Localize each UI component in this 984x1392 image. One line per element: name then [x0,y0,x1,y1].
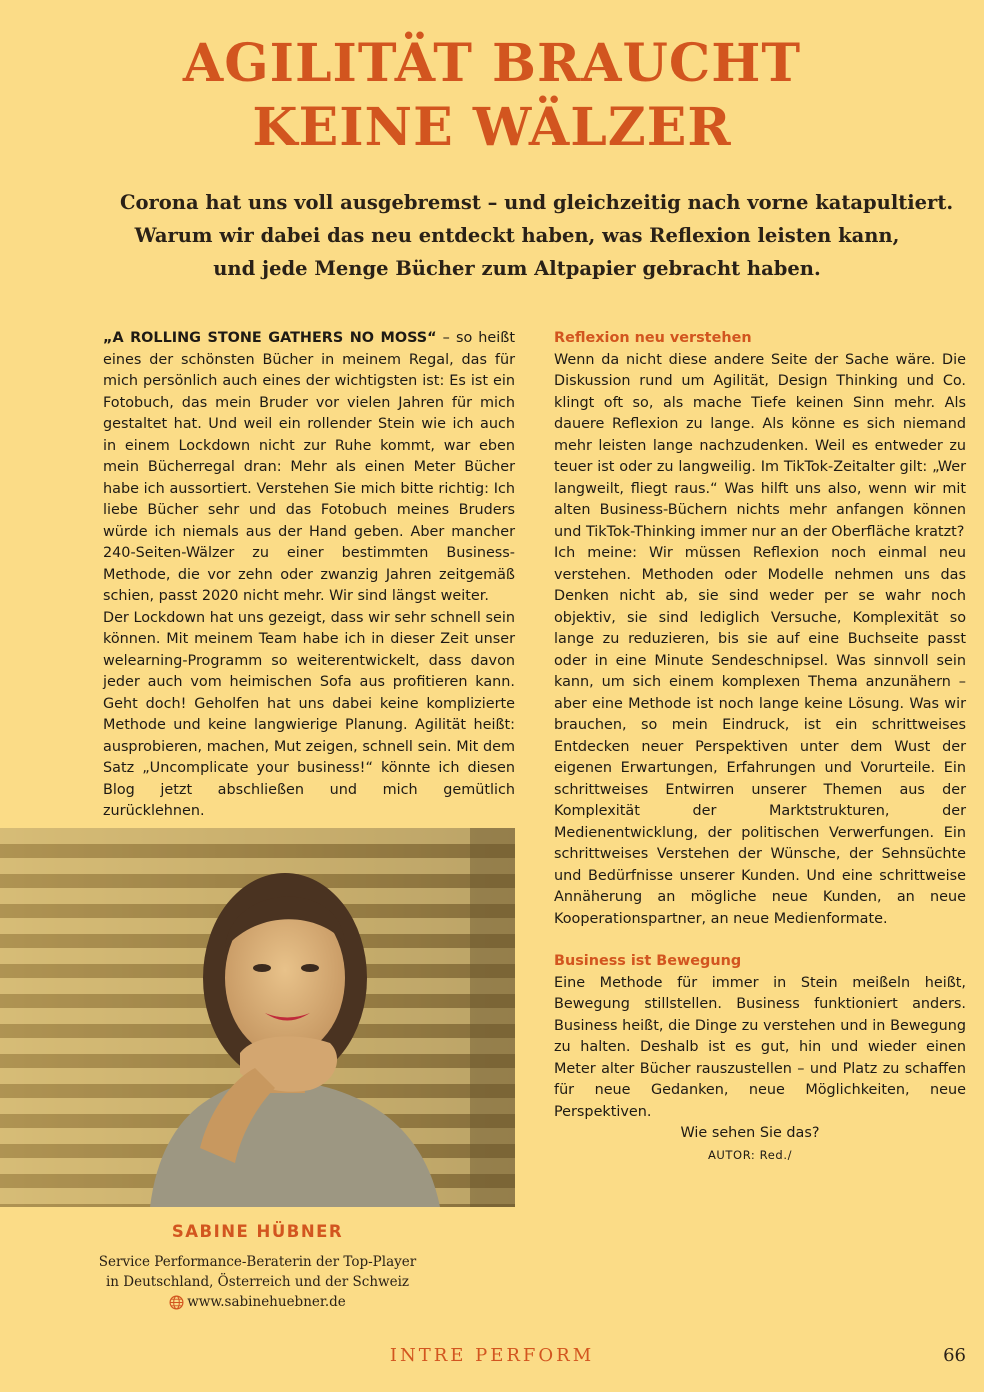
caption-line-2: in Deutschland, Österreich und der Schweiz [105,1274,410,1290]
left-paragraph-1 [103,328,515,608]
caption-text [0,1252,515,1316]
caption-line-1: Service Performance-Beraterin der Top-Player [98,1254,417,1270]
intro-line-1: Corona hat uns voll ausgebremst – und gleichzeitig nach vorne katapultiert. [120,191,954,214]
title-line-2: KEINE WÄLZER [252,97,732,158]
author-portrait-photo [0,828,515,1207]
section-heading-business: Business ist Bewegung [554,953,742,969]
page-number: 66 [943,1345,966,1366]
right-paragraph-3: Eine Methode für immer in Stein meißeln heißt, Bewegung stillstellen. Business funktioniert anders. Business heißt, die Dinge zu verstehen und in Bewegung zu halten. Deshalb ist es gut, hin und wieder einen Meter alter Bücher rauszustellen – und Platz zu schaffen für neue Gedanken, neue Möglichkeiten, neue Perspektiven. [554,974,966,1120]
website-link[interactable] [169,1292,346,1312]
lead-caps: „A ROLLING STONE GATHERS NO MOSS“ [103,330,437,346]
globe-icon [169,1295,184,1310]
intro-teaser [120,186,954,285]
article-title [0,32,984,160]
right-paragraph-1: Wenn da nicht diese andere Seite der Sache wäre. Die Diskussion rund um Agilität, Design Thinking und Co. klingt oft so, als mache Tiefe keinen Sinn mehr. Als dauere Reflexion zu lange. Als könne es sich niemand mehr leisten lange nachzudenken. Weil es entweder zu teuer ist oder zu langweilig. Im TikTok-Zeitalter gilt: „Wer langweilt, fliegt raus.“ Was hilft uns also, wenn wir mit alten Business-Büchern nichts mehr anfangen können und TikTok-Thinking immer nur an der Oberfläche kratzt? [554,351,966,540]
magazine-brand: INTRE PERFORM [389,1345,595,1366]
title-line-1: AGILITÄT BRAUCHT [182,33,802,94]
intro-line-2: Warum wir dabei das neu entdeckt haben, was Reflexion leisten kann, [134,224,900,247]
section-heading-reflexion: Reflexion neu verstehen [554,330,752,346]
left-column [103,328,515,823]
website-url: www.sabinehuebner.de [187,1294,346,1310]
right-column [554,328,966,1166]
right-paragraph-2: Ich meine: Wir müssen Reflexion noch einmal neu verstehen. Methoden oder Modelle nehmen uns das Denken nicht ab, sie sind weder per se wahr noch objektiv, sie sind lediglich Versuche, Komplexität so lange zu reduzieren, bis sie auf eine Buchseite passt oder in eine Minute Sendeschnipsel. Was sinnvoll sein kann, um sich einem komplexen Thema anzunähern – aber eine Methode ist noch lange keine Lösung. Was wir brauchen, so mein Eindruck, ist ein schrittweises Entdecken neuer Perspektiven unter dem Wust der eigenen Erwartungen, Erfahrungen und Vorurteile. Ein schrittweises Entwirren unserer Themen aus der Komplexität der Marktstrukturen, der Medienentwicklung, der politischen Verwerfungen. Ein schrittweises Verstehen der Wünsche, der Sehnsüchte und Bedürfnisse unserer Kunden. Und eine schrittweise Annäherung an mögliche neue Kunden, an neue Kooperationspartner, an neue Medienformate. [554,545,966,927]
intro-line-3: und jede Menge Bücher zum Altpapier gebracht haben. [213,257,821,280]
left-paragraph-2: Der Lockdown hat uns gezeigt, dass wir sehr schnell sein können. Mit meinem Team habe ich in dieser Zeit unser welearning-Programm so weiterentwickelt, dass davon jeder auch vom heimischen Sofa aus profitieren kann. Geht doch! Geholfen hat uns dabei keine komplizierte Methode und keine langwierige Planung. Agilität heißt: ausprobieren, machen, Mut zeigen, schnell sein. Mit dem Satz „Uncomplicate your business!“ könnte ich diesen Blog jetzt abschließen und mich gemütlich zurücklehnen. [103,609,515,819]
left-paragraph-1-text: – so heißt eines der schönsten Bücher in meinem Regal, das für mich persönlich auch eines der wichtigsten ist: Es ist ein Fotobuch, das mein Bruder vor vielen Jahren für mich gestaltet hat. Und weil ein rollender Stein wie ich auch in einem Lockdown nicht zur Ruhe kommt, war eben mein Bücherregal dran: Mehr als einen Meter Bücher habe ich aussortiert. Verstehen Sie mich bitte richtig: Ich liebe Bücher sehr und das Fotobuch meines Bruders würde ich niemals aus der Hand geben. Aber mancher 240-Seiten-Wälzer zu einer bestimmten Business-Methode, die vor zehn oder zwanzig Jahren zeitgemäß schien, passt 2020 nicht mehr. Wir sind längst weiter. [103,330,515,604]
caption-author-name: SABINE HÜBNER [171,1222,344,1241]
closing-question: Wie sehen Sie das? [680,1125,820,1141]
author-line: AUTOR: Red./ [707,1147,793,1162]
portrait-illustration [0,828,515,1207]
